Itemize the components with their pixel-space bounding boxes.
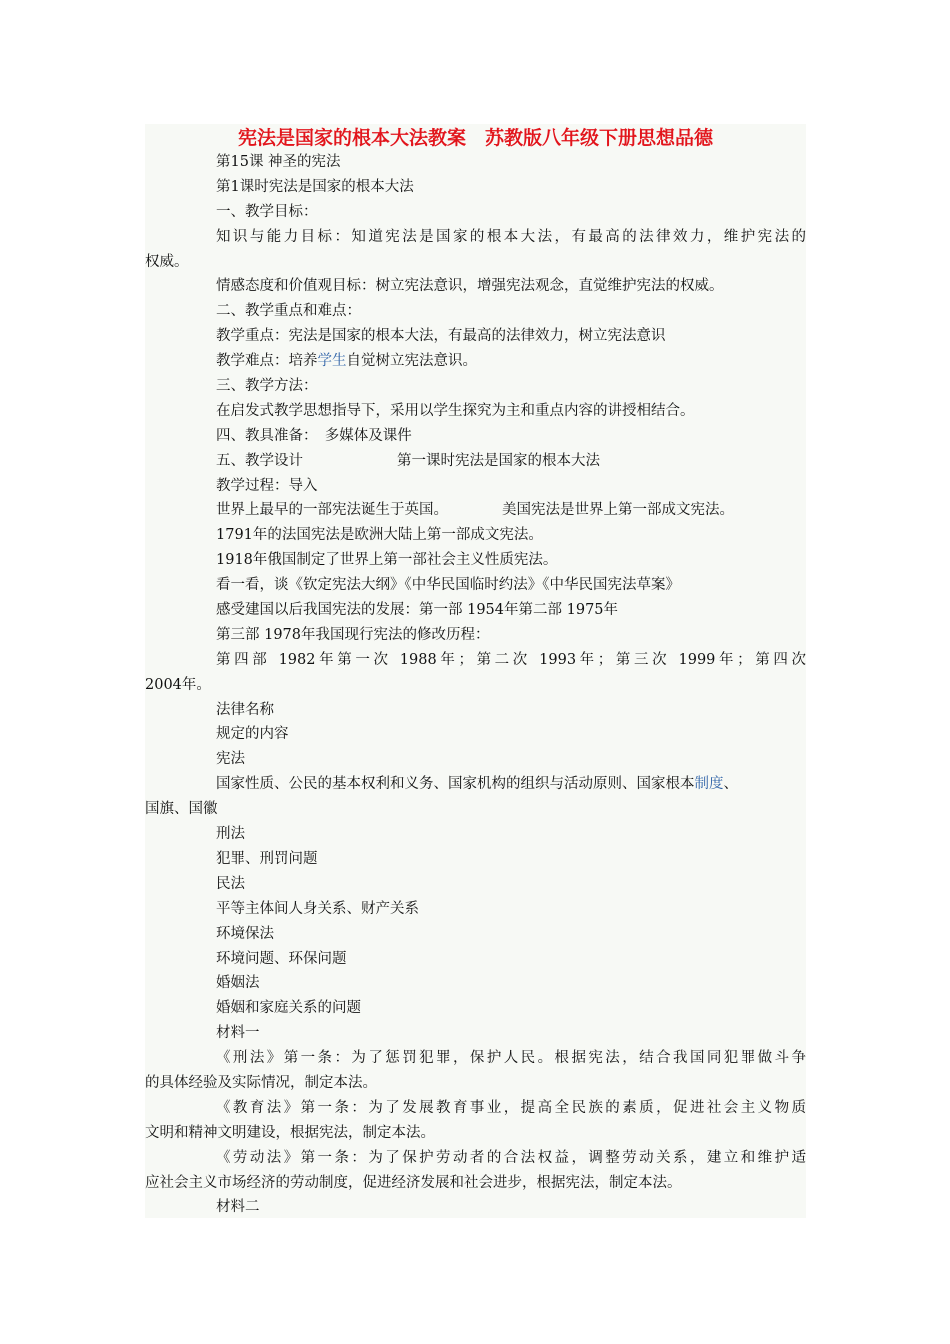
paragraph-line: 权威。: [145, 253, 189, 270]
lesson-line: 第15课 神圣的宪法: [216, 154, 341, 170]
text-segment: 自觉树立宪法意识。: [346, 353, 477, 370]
text-segment: 国家性质、公民的基本权利和义务、国家机构的组织与活动原则、国家根本: [216, 776, 695, 793]
text-segment: 五、教学设计: [216, 452, 303, 469]
paragraph-line: 教学过程：导入: [216, 477, 318, 494]
law-name: 民法: [216, 875, 245, 892]
paragraph-line: 感受建国以后我国宪法的发展：第一部 1954年第二部 1975年: [216, 602, 619, 619]
paragraph-line: 知识与能力目标：知道宪法是国家的根本大法，有最高的法律效力，维护宪法的: [216, 228, 806, 245]
text-segment: 世界上最早的一部宪法诞生于英国。: [216, 502, 448, 519]
section-heading: 四、教具准备： 多媒体及课件: [216, 427, 412, 444]
table-header: 法律名称: [216, 701, 274, 718]
paragraph-line: 文明和精神文明建设，根据宪法，制定本法。: [145, 1124, 435, 1141]
law-name: 婚姻法: [216, 975, 260, 992]
paragraph-line: 情感态度和价值观目标：树立宪法意识，增强宪法观念，直觉维护宪法的权威。: [216, 278, 724, 295]
paragraph-line: 第三部 1978年我国现行宪法的修改历程：: [216, 626, 490, 643]
document-title: 宪法是国家的根本大法教案 苏教版八年级下册思想品德: [237, 127, 713, 149]
period-line: 第1课时宪法是国家的根本大法: [216, 178, 414, 195]
system-link[interactable]: 制度: [694, 776, 724, 793]
material-heading: 材料一: [216, 1025, 260, 1042]
student-link[interactable]: 学生: [317, 353, 347, 370]
law-content: 环境问题、环保问题: [216, 950, 347, 967]
text-lines: [145, 150, 806, 1220]
paragraph-line: 的具体经验及实际情况，制定本法。: [145, 1074, 377, 1091]
text-segment: 第一课时宪法是国家的根本大法: [397, 452, 600, 469]
text-segment: 、: [723, 776, 738, 793]
text-segment: 美国宪法是世界上第一部成文宪法。: [502, 502, 734, 519]
law-name: 刑法: [216, 826, 245, 843]
section-heading: 二、教学重点和难点：: [216, 303, 361, 320]
section-heading: 三、教学方法：: [216, 378, 318, 395]
text-segment: 教学难点：培养: [216, 353, 318, 370]
paragraph-line: 2004年。: [145, 676, 211, 693]
law-content: 犯罪、刑罚问题: [216, 850, 318, 867]
paragraph-line: 《劳动法》第一条：为了保护劳动者的合法权益，调整劳动关系，建立和维护适: [216, 1149, 806, 1166]
paragraph-line: 《刑法》第一条：为了惩罚犯罪，保护人民。根据宪法，结合我国同犯罪做斗争: [216, 1050, 806, 1067]
paragraph-line: [145, 498, 806, 523]
paragraph-line: 《教育法》第一条：为了发展教育事业，提高全民族的素质，促进社会主义物质: [216, 1099, 806, 1116]
material-heading: 材料二: [216, 1199, 260, 1216]
section-heading: [145, 449, 806, 474]
paragraph-line: 第四部 1982年第一次 1988年；第二次 1993年；第三次 1999年；第四次: [216, 651, 806, 668]
paragraph-line: 看一看，谈《钦定宪法大纲》《中华民国临时约法》《中华民国宪法草案》: [216, 577, 680, 594]
paragraph-line: 教学重点：宪法是国家的根本大法，有最高的法律效力，树立宪法意识: [216, 328, 666, 345]
law-content: 国旗、国徽: [145, 801, 218, 818]
paragraph-line: 1791年的法国宪法是欧洲大陆上第一部成文宪法。: [216, 527, 543, 544]
law-name: 宪法: [216, 751, 245, 768]
paragraph-line: [145, 349, 806, 374]
section-heading: 一、教学目标：: [216, 203, 318, 220]
law-content: 婚姻和家庭关系的问题: [216, 1000, 361, 1017]
law-content: 平等主体间人身关系、财产关系: [216, 900, 419, 917]
law-content: [145, 772, 806, 797]
document-body: [145, 124, 806, 1218]
law-name: 环境保法: [216, 925, 274, 942]
paragraph-line: 在启发式教学思想指导下，采用以学生探究为主和重点内容的讲授相结合。: [216, 402, 695, 419]
table-header: 规定的内容: [216, 726, 289, 743]
paragraph-line: 应社会主义市场经济的劳动制度，促进经济发展和社会进步，根据宪法，制定本法。: [145, 1174, 682, 1191]
paragraph-line: 1918年俄国制定了世界上第一部社会主义性质宪法。: [216, 552, 558, 569]
